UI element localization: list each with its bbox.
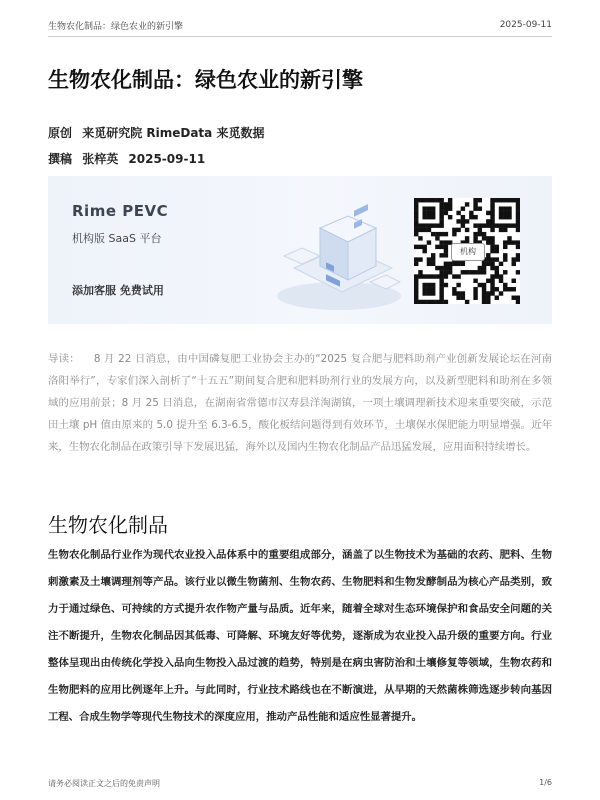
section-body: 生物农化制品行业作为现代农业投入品体系中的重要组成部分，涵盖了以生物技术为基础的农药、肥料、生物刺激素及土壤调理剂等产品。该行业以微生物菌剂、生物农药、生物肥料和生物发酵制品为核心产品类别，致力于通过绿色、可持续的方式提升农作物产量与品质。近年来，随着全球对生态环境保护和食品安全问题的关注不断提升，生物农化制品因其低毒、可降解、环境友好等优势，逐渐成为农业投入品升级的重要方向。行业整体呈现出由传统化学投入品向生物投入品过渡的趋势，特别是在病虫害防治和土壤修复等领域，生物农药和生物肥料的应用比例逐年上升。与此同时，行业技术路线也在不断演进，从早期的天然菌株筛选逐步转向基因工程、合成生物学等现代生物技术的深度应用，推动产品性能和适应性显著提升。: [48, 549, 552, 723]
header-divider: [48, 36, 552, 37]
page-number: 1/6: [539, 778, 552, 787]
footer-disclaimer: 请务必阅读正文之后的免责声明: [48, 779, 160, 788]
original-tag: 原创: [48, 126, 73, 140]
publish-date: 2025-09-11: [128, 152, 206, 166]
author-list: 来觅研究院 RimeData 来觅数据: [82, 126, 265, 140]
header-title: 生物农化制品：绿色农业的新引擎: [48, 21, 184, 32]
banner-cta[interactable]: 添加客服 免费试用: [72, 284, 164, 297]
writer-label: 撰稿: [48, 152, 73, 166]
running-footer: [48, 778, 552, 789]
writer-line: [48, 150, 211, 167]
lead-paragraph: [48, 348, 552, 458]
writer-name: 张梓英: [82, 152, 119, 166]
page-title: 生物农化制品：绿色农业的新引擎: [48, 68, 363, 92]
banner-subtitle: 机构版 SaaS 平台: [72, 232, 162, 245]
section-heading: 生物农化制品: [48, 513, 168, 537]
platform-illustration-icon: [274, 198, 404, 318]
qr-code-icon: [414, 198, 520, 304]
promo-banner[interactable]: [48, 176, 552, 324]
qr-label: 机构: [451, 243, 485, 261]
lead-label: 导读：: [48, 353, 80, 365]
banner-brand: Rime PEVC: [72, 202, 169, 220]
running-header: [48, 18, 552, 32]
lead-text: 8 月 22 日消息，由中国磷复肥工业协会主办的“2025 复合肥与肥料助剂产业创新发展论坛在河南洛阳举行”，专家们深入剖析了“十五五”期间复合肥和肥料助剂行业的发展方向，以及新型肥料和助剂在多领域的应用前景；8 月 25 日消息，在湖南省常德市汉寿县洋淘湖镇，一项土壤调理新技术迎来重要突破，示范田土壤 pH 值由原来的 5.0 提升至 6.3-6.5，酸化板结问题得到有效环节，土壤保水保肥能力明显增强。近年来，生物农化制品在政策引导下发展迅猛，海外以及国内生物农化制品产品迅猛发展，应用面积持续增长。: [48, 353, 553, 453]
byline: [48, 124, 270, 141]
header-date: 2025-09-11: [499, 20, 552, 30]
